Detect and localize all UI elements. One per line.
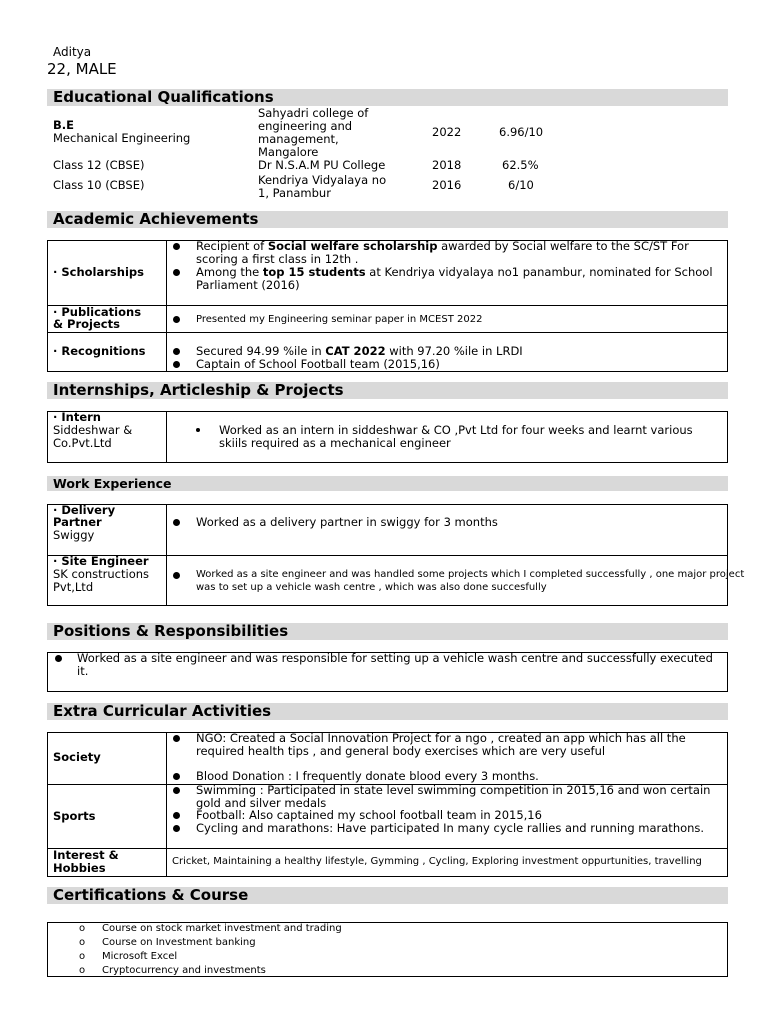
circle-bullet-icon: o [79,951,86,962]
intern-description-cont: skiils required as a mechanical engineer [219,436,451,450]
year: 2018 [432,158,462,172]
table-divider [166,411,167,463]
scholarship-item: Recipient of Social welfare scholarship awarded by Social welfare to the SC/ST For [196,239,689,253]
section-academic-heading: Academic Achievements [47,211,728,228]
table-divider [47,305,728,306]
institute-line: Kendriya Vidyalaya no [258,173,387,187]
intern-company: Siddeshwar & [53,423,133,437]
scholarship-item-cont: scoring a first class in 12th . [196,252,359,266]
sports-item: Swimming : Participated in state level swimming competition in 2015,16 and won certain [196,783,711,797]
table-divider [47,848,728,849]
bullet-icon [173,572,180,579]
table-divider [47,555,728,556]
sports-item: Cycling and marathons: Have participated In many cycle rallies and running marathons. [196,821,705,835]
section-work-heading: Work Experience [47,476,728,491]
certification-item: Microsoft Excel [102,951,178,962]
recognition-item: Captain of School Football team (2015,16) [196,357,440,371]
year: 2022 [432,125,462,139]
bullet-icon [173,735,180,742]
interest-text: Cricket, Maintaining a healthy lifestyle, Gymming , Cycling, Exploring investment oppurtunities, travelling [172,856,702,867]
bullet-icon [173,269,180,276]
score: 6.96/10 [499,125,544,139]
certification-item: Cryptocurrency and investments [102,965,266,976]
society-item: Blood Donation : I frequently donate blood every 3 months. [196,769,539,783]
scholarship-item: Among the top 15 students at Kendriya vidyalaya no1 panambur, nominated for School [196,265,713,279]
institute-line: management, [258,132,339,146]
section-education-heading: Educational Qualifications [47,89,728,106]
field: Mechanical Engineering [53,131,191,145]
score: 6/10 [508,178,534,192]
position-item: Worked as a site engineer and was responsible for setting up a vehicle wash centre and successfully executed [77,651,713,665]
institute-line: Sahyadri college of [258,106,369,120]
bullet-icon [55,655,62,662]
bullet-icon [173,361,180,368]
bullet-icon [173,787,180,794]
section-positions-heading: Positions & Responsibilities [47,623,728,640]
bullet-icon [173,812,180,819]
publications-label: · Publications [53,305,142,319]
bullet-icon [173,773,180,780]
year: 2016 [432,178,462,192]
publications-label-cont: & Projects [53,317,120,331]
bullet-icon [173,243,180,250]
bullet-icon [173,348,180,355]
circle-bullet-icon: o [79,965,86,976]
scholarships-label: · Scholarships [53,265,144,279]
bullet-icon [173,316,180,323]
circle-bullet-icon: o [79,923,86,934]
delivery-company: Swiggy [53,528,95,542]
site-description-cont: was to set up a vehicle wash centre , which was also done succesfully [196,582,547,593]
sports-item: Football: Also captained my school football team in 2015,16 [196,808,542,822]
certification-item: Course on Investment banking [102,937,256,948]
institute-line: Mangalore [258,145,319,159]
intern-label: · Intern [53,410,101,424]
section-certifications-heading: Certifications & Course [47,887,728,904]
site-description: Worked as a site engineer and was handled some projects which I completed successfully , one major project [196,569,745,580]
circle-bullet-icon: o [79,937,86,948]
site-engineer-label: · Site Engineer [53,554,149,568]
recognitions-label: · Recognitions [53,344,146,358]
institute-line: engineering and [258,119,353,133]
intern-description: Worked as an intern in siddeshwar & CO ,Pvt Ltd for four weeks and learnt various [219,423,693,437]
degree: Class 10 (CBSE) [53,178,145,192]
scholarship-item-cont: Parliament (2016) [196,278,300,292]
institute-line: Dr N.S.A.M PU College [258,158,386,172]
age-gender: 22, MALE [47,60,117,78]
degree: Class 12 (CBSE) [53,158,145,172]
interest-label: Interest & [53,848,119,862]
certification-item: Course on stock market investment and trading [102,923,342,934]
table-divider [166,732,167,877]
institute-line: 1, Panambur [258,186,331,200]
table-divider [166,240,167,372]
degree: B.E [53,118,74,132]
position-item-cont: it. [77,664,89,678]
sports-item-cont: gold and silver medals [196,796,327,810]
society-item: NGO: Created a Social Innovation Project for a ngo , created an app which has all the [196,731,686,745]
bullet-icon [173,825,180,832]
society-label: Society [53,750,101,764]
table-divider [47,332,728,333]
candidate-name: Aditya [53,45,92,59]
bullet-icon [173,519,180,526]
society-item-cont: required health tips , and general body exercises which are very useful [196,744,606,758]
intern-company-cont: Co.Pvt.Ltd [53,436,112,450]
delivery-label: · Delivery [53,503,116,517]
section-internships-heading: Internships, Articleship & Projects [47,382,728,399]
site-company-cont: Pvt,Ltd [53,580,94,594]
delivery-description: Worked as a delivery partner in swiggy for 3 months [196,515,498,529]
recognition-item: Secured 94.99 %ile in CAT 2022 with 97.20 %ile in LRDI [196,344,523,358]
publication-item: Presented my Engineering seminar paper in MCEST 2022 [196,314,483,325]
bullet-icon [196,428,200,432]
section-extra-heading: Extra Curricular Activities [47,703,728,720]
score: 62.5% [502,158,539,172]
sports-label: Sports [53,809,96,823]
delivery-label-cont: Partner [53,515,102,529]
interest-label-cont: Hobbies [53,861,106,875]
site-company: SK constructions [53,567,150,581]
